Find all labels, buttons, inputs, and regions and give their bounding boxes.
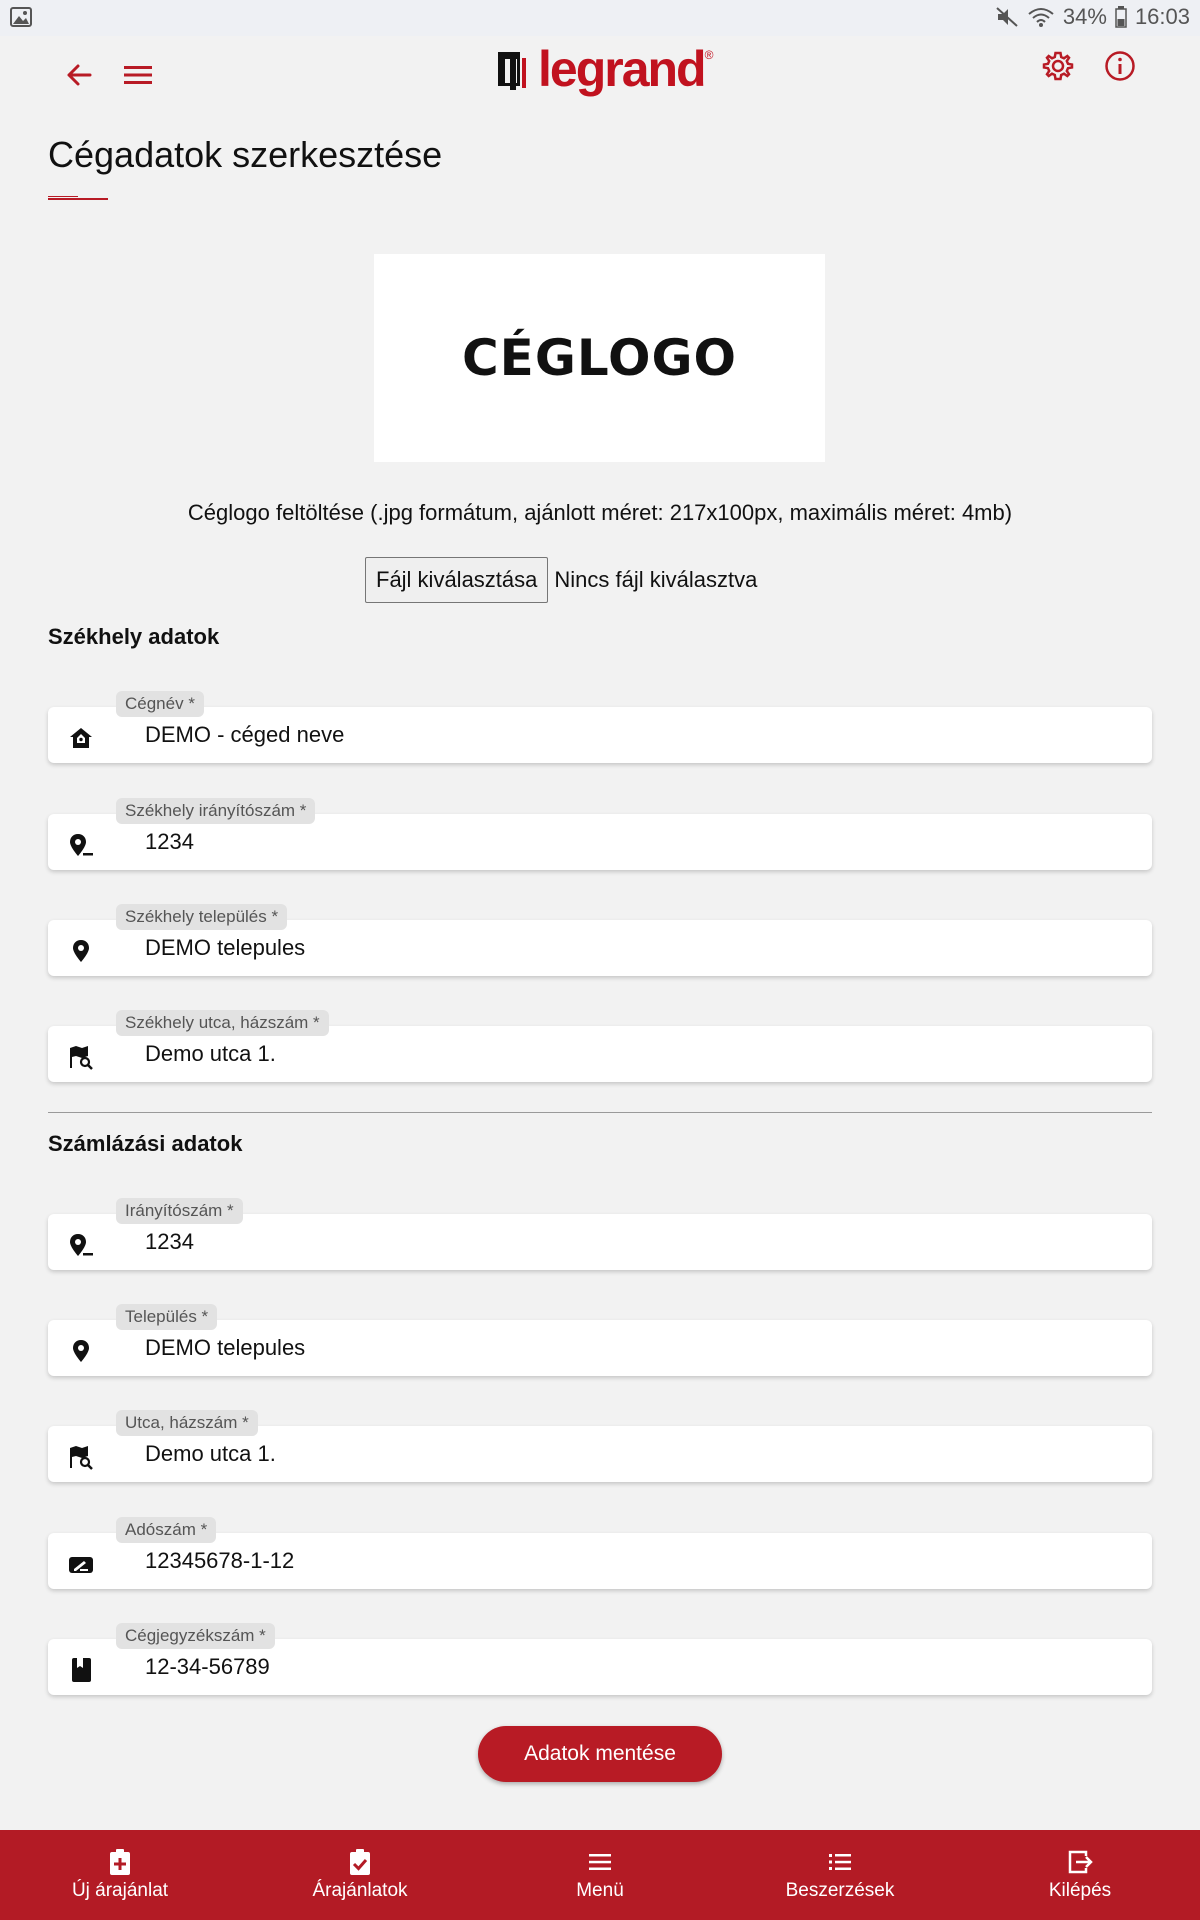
- info-icon[interactable]: [1104, 50, 1136, 82]
- hamburger-menu-icon[interactable]: [123, 64, 153, 86]
- wifi-icon: [1027, 6, 1055, 28]
- field-label: Utca, házszám *: [116, 1410, 258, 1436]
- upload-hint: Céglogo feltöltése (.jpg formátum, ajánlott méret: 217x100px, maximális méret: 4mb): [187, 500, 1013, 525]
- seat-zip-field[interactable]: [48, 801, 1152, 870]
- location-pin-icon: [68, 1338, 94, 1364]
- billing-street-field[interactable]: [48, 1413, 1152, 1482]
- menu-icon: [586, 1848, 614, 1876]
- registered-mark: ®: [704, 48, 714, 62]
- company-reg-number-field[interactable]: [48, 1626, 1152, 1695]
- field-value[interactable]: 12345678-1-12: [145, 1548, 295, 1573]
- field-label: Irányítószám *: [116, 1198, 243, 1224]
- legrand-mark-icon: [496, 50, 532, 92]
- seat-street-field[interactable]: [48, 1013, 1152, 1082]
- billing-city-field[interactable]: [48, 1307, 1152, 1376]
- pin-underscore-icon: [68, 1232, 94, 1258]
- mute-icon: [995, 6, 1019, 28]
- brand-name: legrand: [538, 41, 705, 97]
- company-logo-preview: [374, 254, 825, 462]
- field-label: Székhely irányítószám *: [116, 798, 315, 824]
- page-title: Cégadatok szerkesztése: [48, 134, 443, 175]
- billing-section-title: Számlázási adatok: [48, 1131, 243, 1156]
- settings-gear-icon[interactable]: [1042, 50, 1074, 82]
- battery-icon: [1115, 6, 1127, 28]
- field-label: Cégjegyzékszám *: [116, 1623, 275, 1649]
- gallery-icon: [10, 7, 32, 27]
- field-value[interactable]: DEMO telepules: [145, 1335, 306, 1360]
- nav-quotes[interactable]: [240, 1830, 480, 1920]
- field-label: Székhely utca, házszám *: [116, 1010, 329, 1036]
- map-search-icon: [68, 1444, 94, 1470]
- billing-zip-field[interactable]: [48, 1201, 1152, 1270]
- home-icon: [68, 725, 94, 751]
- legrand-logo: [496, 41, 714, 97]
- clock: 16:03: [1134, 4, 1190, 29]
- list-icon: [826, 1848, 854, 1876]
- field-value[interactable]: DEMO - céged neve: [145, 722, 345, 747]
- field-value[interactable]: Demo utca 1.: [145, 1441, 276, 1466]
- title-underline: [48, 196, 108, 199]
- field-value[interactable]: DEMO telepules: [145, 935, 306, 960]
- choose-file-button[interactable]: Fájl kiválasztása: [365, 557, 548, 603]
- map-search-icon: [68, 1044, 94, 1070]
- field-label: Cégnév *: [116, 691, 204, 717]
- field-value[interactable]: 12-34-56789: [145, 1654, 270, 1679]
- field-value[interactable]: Demo utca 1.: [145, 1041, 276, 1066]
- save-data-button[interactable]: Adatok mentése: [478, 1726, 722, 1782]
- signature-icon: [68, 1551, 94, 1577]
- nav-new-quote[interactable]: [0, 1830, 240, 1920]
- field-label: Adószám *: [116, 1517, 216, 1543]
- section-divider: [48, 1112, 1152, 1113]
- field-label: Székhely település *: [116, 904, 287, 930]
- nav-label: Menü: [576, 1880, 624, 1901]
- seat-city-field[interactable]: [48, 907, 1152, 976]
- field-value[interactable]: 1234: [145, 829, 194, 854]
- clipboard-check-icon: [346, 1848, 374, 1876]
- file-input[interactable]: [365, 557, 757, 603]
- logo-placeholder-text: CÉGLOGO: [461, 329, 738, 387]
- file-status-text: Nincs fájl kiválasztva: [554, 567, 758, 592]
- nav-label: Árajánlatok: [312, 1880, 408, 1901]
- back-arrow-icon[interactable]: [64, 62, 94, 88]
- pin-underscore-icon: [68, 832, 94, 858]
- nav-purchases[interactable]: [720, 1830, 960, 1920]
- location-pin-icon: [68, 938, 94, 964]
- nav-label: Új árajánlat: [71, 1880, 169, 1901]
- status-bar: [0, 0, 1200, 36]
- company-name-field[interactable]: [48, 694, 1152, 763]
- book-icon: [68, 1657, 94, 1683]
- clipboard-plus-icon: [106, 1848, 134, 1876]
- exit-icon: [1066, 1848, 1094, 1876]
- seat-section-title: Székhely adatok: [48, 624, 220, 649]
- tax-number-field[interactable]: [48, 1520, 1152, 1589]
- bottom-navigation: [0, 1830, 1200, 1920]
- nav-menu[interactable]: [480, 1830, 720, 1920]
- nav-label: Beszerzések: [785, 1880, 895, 1901]
- field-label: Település *: [116, 1304, 217, 1330]
- nav-logout[interactable]: [960, 1830, 1200, 1920]
- nav-label: Kilépés: [1048, 1880, 1112, 1901]
- battery-percent: 34%: [1062, 4, 1107, 29]
- field-value[interactable]: 1234: [145, 1229, 194, 1254]
